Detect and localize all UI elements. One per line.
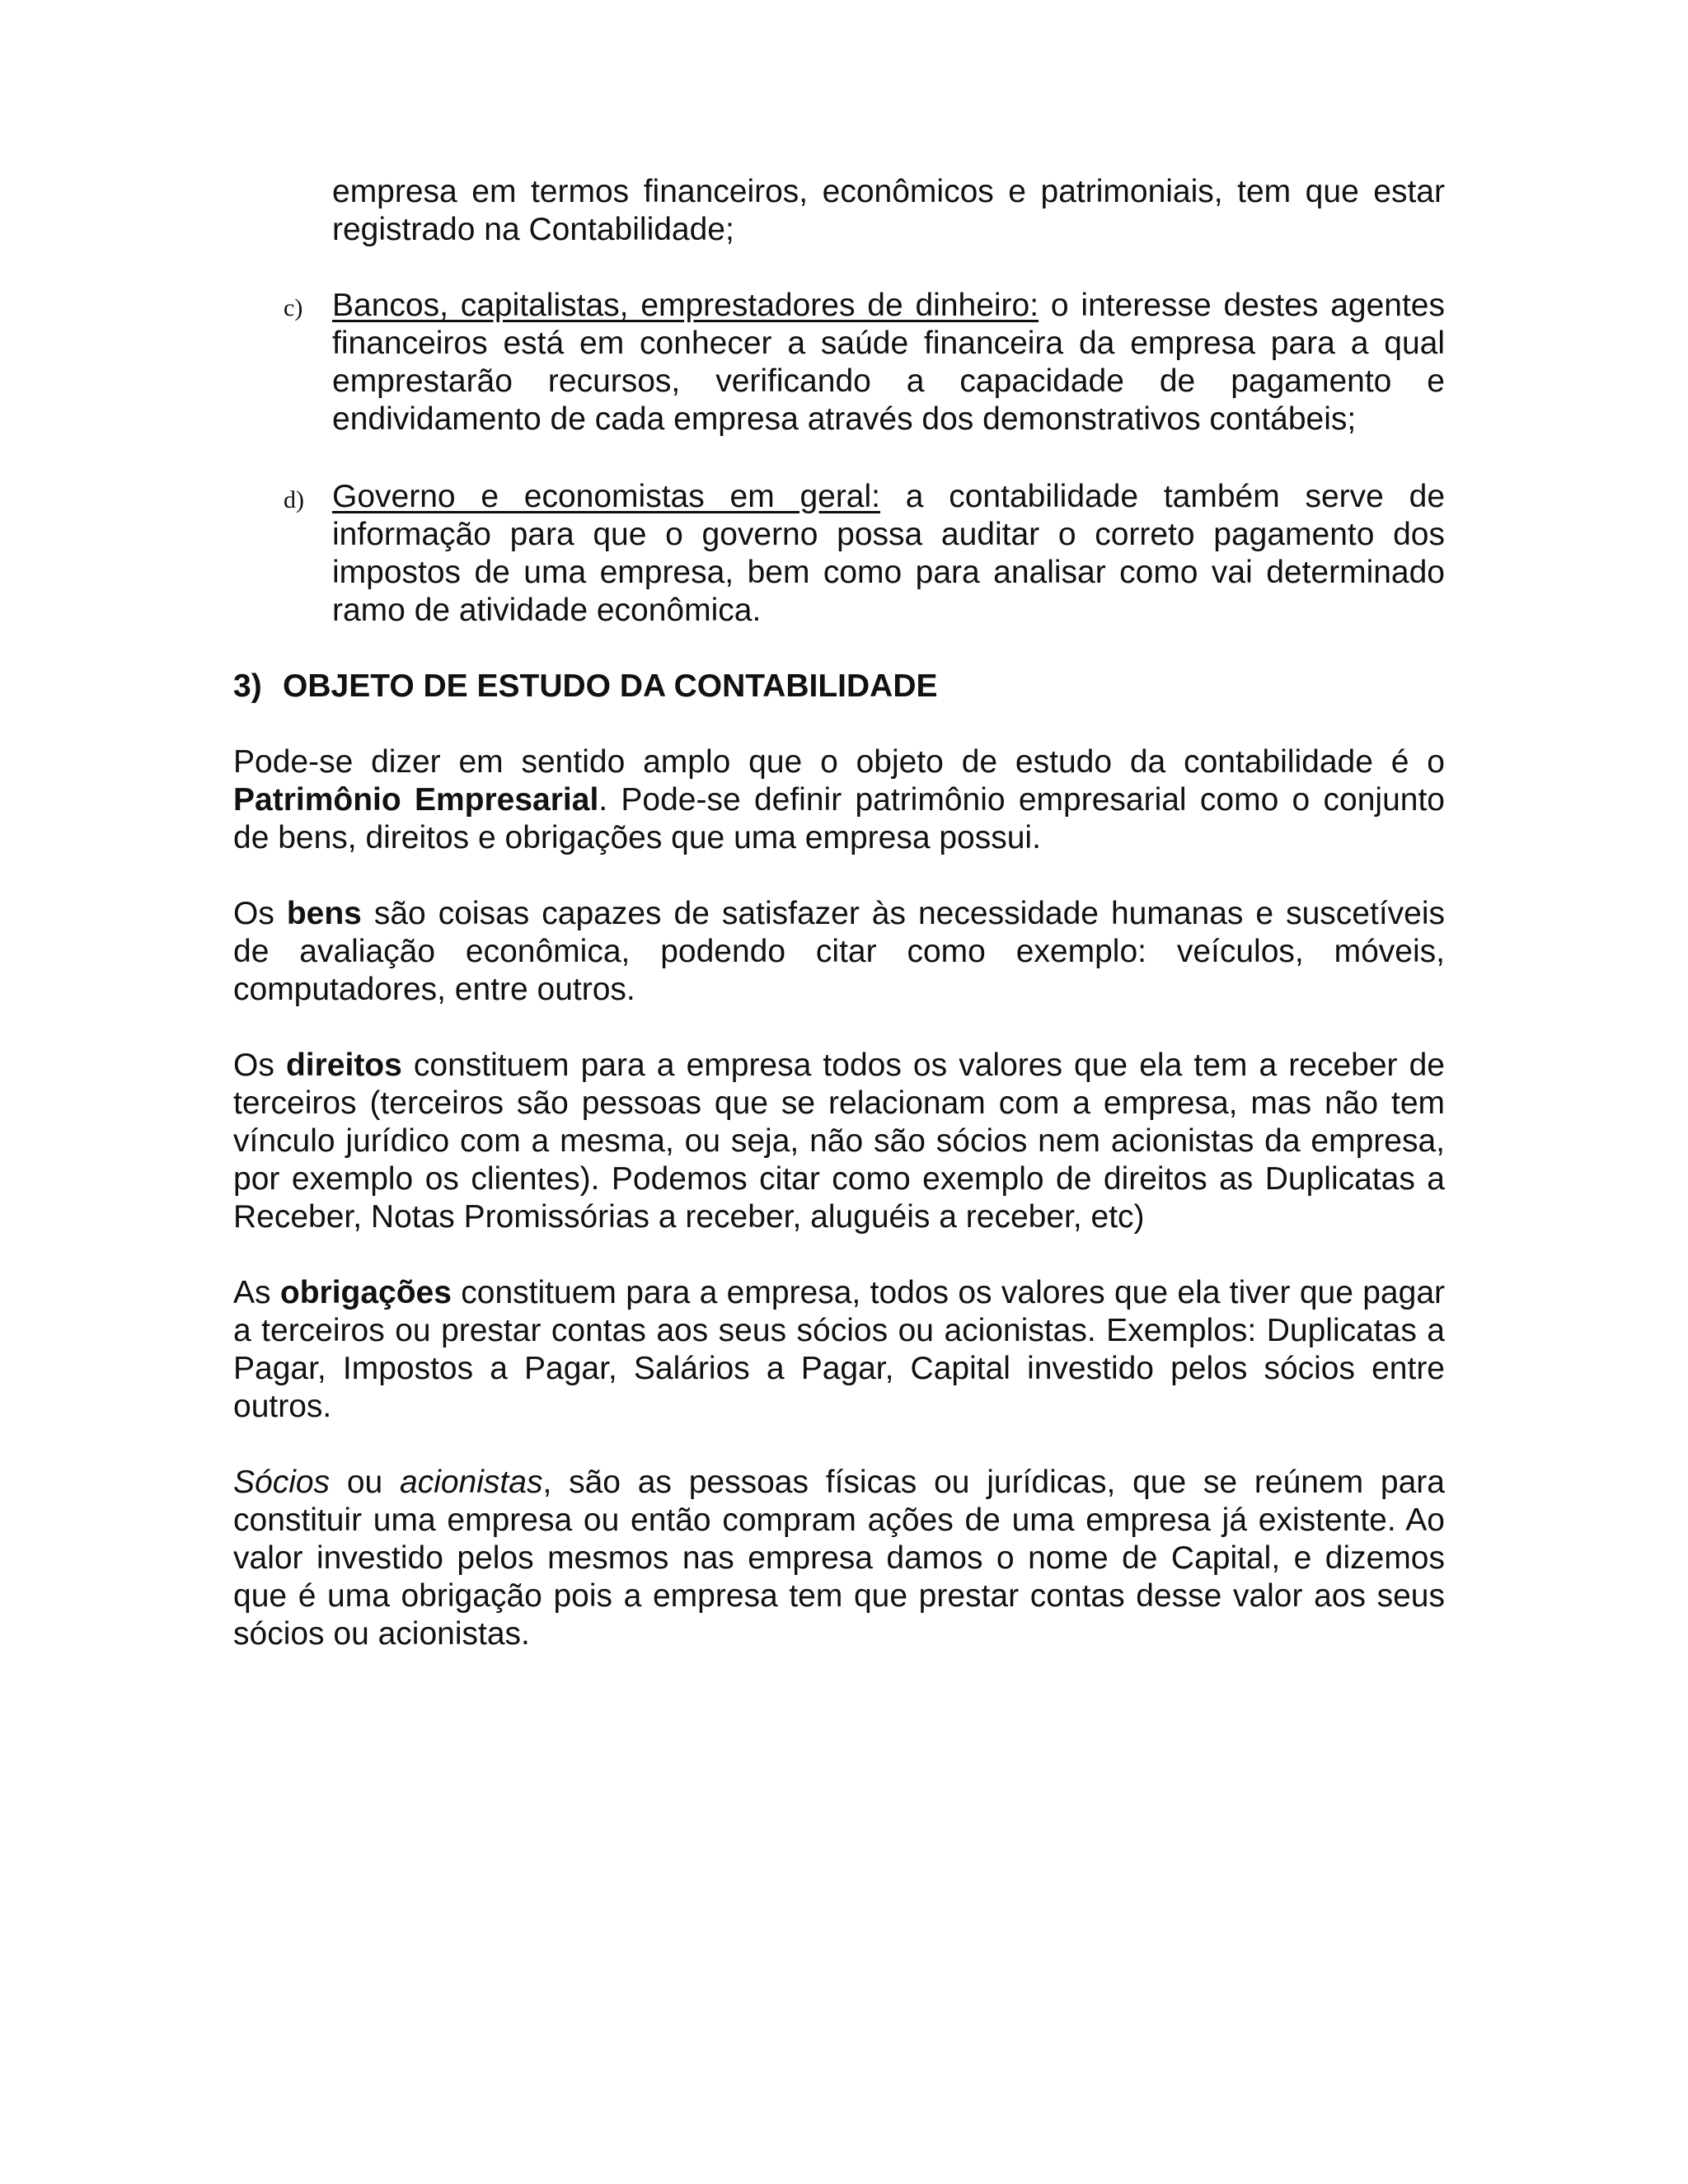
p2-text-a: Os: [233, 896, 287, 931]
section-heading: [233, 668, 938, 705]
p3-text-a: Os: [233, 1047, 286, 1083]
p3-bold-term: direitos: [285, 1047, 402, 1083]
paragraph-socios: [233, 1464, 1445, 1653]
paragraph-bens: [233, 895, 1445, 1009]
p5-italic-acionistas: acionistas: [400, 1465, 543, 1500]
list-marker-d: d): [284, 486, 304, 513]
list-item-b-continuation: [332, 173, 1445, 249]
p5-italic-socios: Sócios: [233, 1465, 331, 1500]
p2-text-b: são coisas capazes de satisfazer às necessidade humanas e suscetíveis de avaliação econômica, podendo citar como exemplo: veículos, móveis, computadores, entre outros.: [233, 896, 1446, 1007]
p5-text-mid: ou: [330, 1465, 401, 1500]
p3-text-b: constituem para a empresa todos os valores que ela tem a receber de terceiros (terceiros são pessoas que se relacionam com a empresa, mas não tem vínculo jurídico com a mesma, ou seja, não são sócios nem acionistas da empresa, por exemplo os clientes). Podemos citar como exemplo de direitos as Duplicatas a Receber, Notas Promissórias a receber, aluguéis a receber, etc): [233, 1047, 1445, 1235]
p2-bold-term: bens: [286, 896, 362, 931]
item-b-text: empresa em termos financeiros, econômicos e patrimoniais, tem que estar registrado na Contabilidade;: [332, 174, 1445, 247]
p4-text-a: As: [233, 1275, 280, 1310]
p1-bold-term: Patrimônio Empresarial: [233, 782, 599, 818]
p1-text-a: Pode-se dizer em sentido amplo que o objeto de estudo da contabilidade é o: [233, 744, 1445, 780]
list-item-d: [332, 478, 1445, 630]
item-c-text: o interesse destes agentes financeiros está em conhecer a saúde financeira da empresa para a qual emprestarão recursos, verificando a capacidade de pagamento e endividamento de cada empresa através dos demonstrativos contábeis;: [332, 288, 1445, 437]
item-c-term: Bancos, capitalistas, emprestadores de dinheiro:: [332, 288, 1039, 323]
section-number: 3): [233, 668, 262, 704]
list-marker-c: c): [284, 294, 303, 321]
section-title: OBJETO DE ESTUDO DA CONTABILIDADE: [283, 668, 938, 704]
item-d-term: Governo e economistas em geral:: [332, 479, 881, 514]
list-item-c: [332, 287, 1445, 438]
p4-bold-term: obrigações: [279, 1275, 452, 1310]
paragraph-objeto: [233, 743, 1445, 857]
item-d-text: a contabilidade também serve de informação para que o governo possa auditar o correto pagamento dos impostos de uma empresa, bem como para analisar como vai determinado ramo de atividade econômica.: [332, 479, 1446, 628]
paragraph-direitos: [233, 1047, 1445, 1236]
p1-text-b: . Pode-se definir patrimônio empresarial como o conjunto de bens, direitos e obrigações que uma empresa possui.: [233, 782, 1445, 855]
p4-text-b: constituem para a empresa, todos os valores que ela tiver que pagar a terceiros ou prestar contas aos seus sócios ou acionistas. Exemplos: Duplicatas a Pagar, Impostos a Pagar, Salários a Pagar, Capital investido pelos sócios entre outros.: [233, 1275, 1445, 1424]
p5-text-b: , são as pessoas físicas ou jurídicas, que se reúnem para constituir uma empresa ou então compram ações de uma empresa já existente. Ao valor investido pelos mesmos nas empresa damos o nome de Capital, e dizemos que é uma obrigação pois a empresa tem que prestar contas desse valor aos seus sócios ou acionistas.: [233, 1465, 1445, 1652]
paragraph-obrigacoes: [233, 1274, 1445, 1426]
